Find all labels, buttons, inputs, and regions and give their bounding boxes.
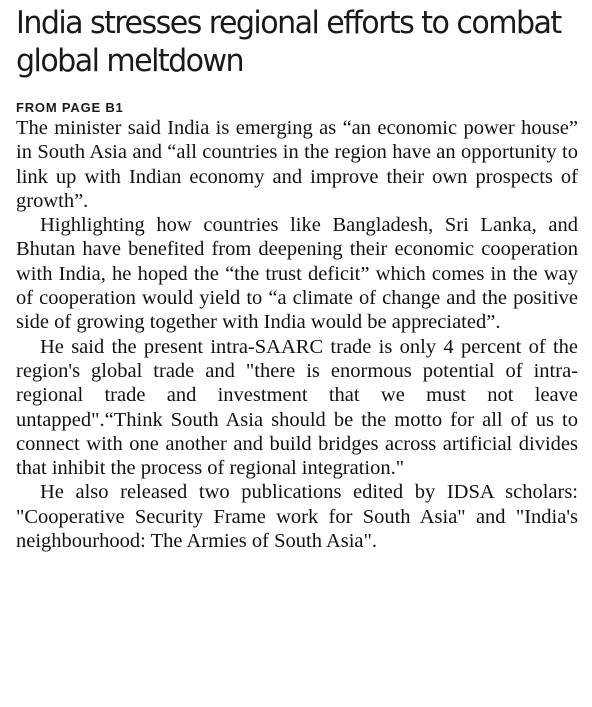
jump-line: FROM PAGE B1	[16, 100, 124, 115]
article-body	[16, 116, 578, 553]
paragraph-1: The minister said India is emerging as “an economic power house” in South Asia and “all countries in the region have an opportunity to link up with Indian economy and improve their own prospects of growth”.	[16, 117, 578, 212]
news-article	[16, 4, 578, 553]
paragraph-4: He also released two publications edited by IDSA scholars: "Cooperative Security Frame work for South Asia" and "India's neighbourhood: The Armies of South Asia".	[16, 481, 578, 553]
paragraph-2: Highlighting how countries like Bangladesh, Sri Lanka, and Bhutan have benefited from deepening their economic cooperation with India, he hoped the “the trust deficit” which comes in the way of cooperation would yield to “a climate of change and the positive side of growing together with India would be appreciated”.	[16, 214, 578, 334]
headline: India stresses regional efforts to combat global meltdown	[16, 5, 561, 79]
paragraph-3: He said the present intra-SAARC trade is only 4 percent of the region's global trade and "there is enormous potential of intra-regional trade and investment that we must not leave untapped".“Think South Asia should be the motto for all of us to connect with one another and build bridges across artificial divides that inhibit the process of regional integration."	[16, 335, 578, 480]
